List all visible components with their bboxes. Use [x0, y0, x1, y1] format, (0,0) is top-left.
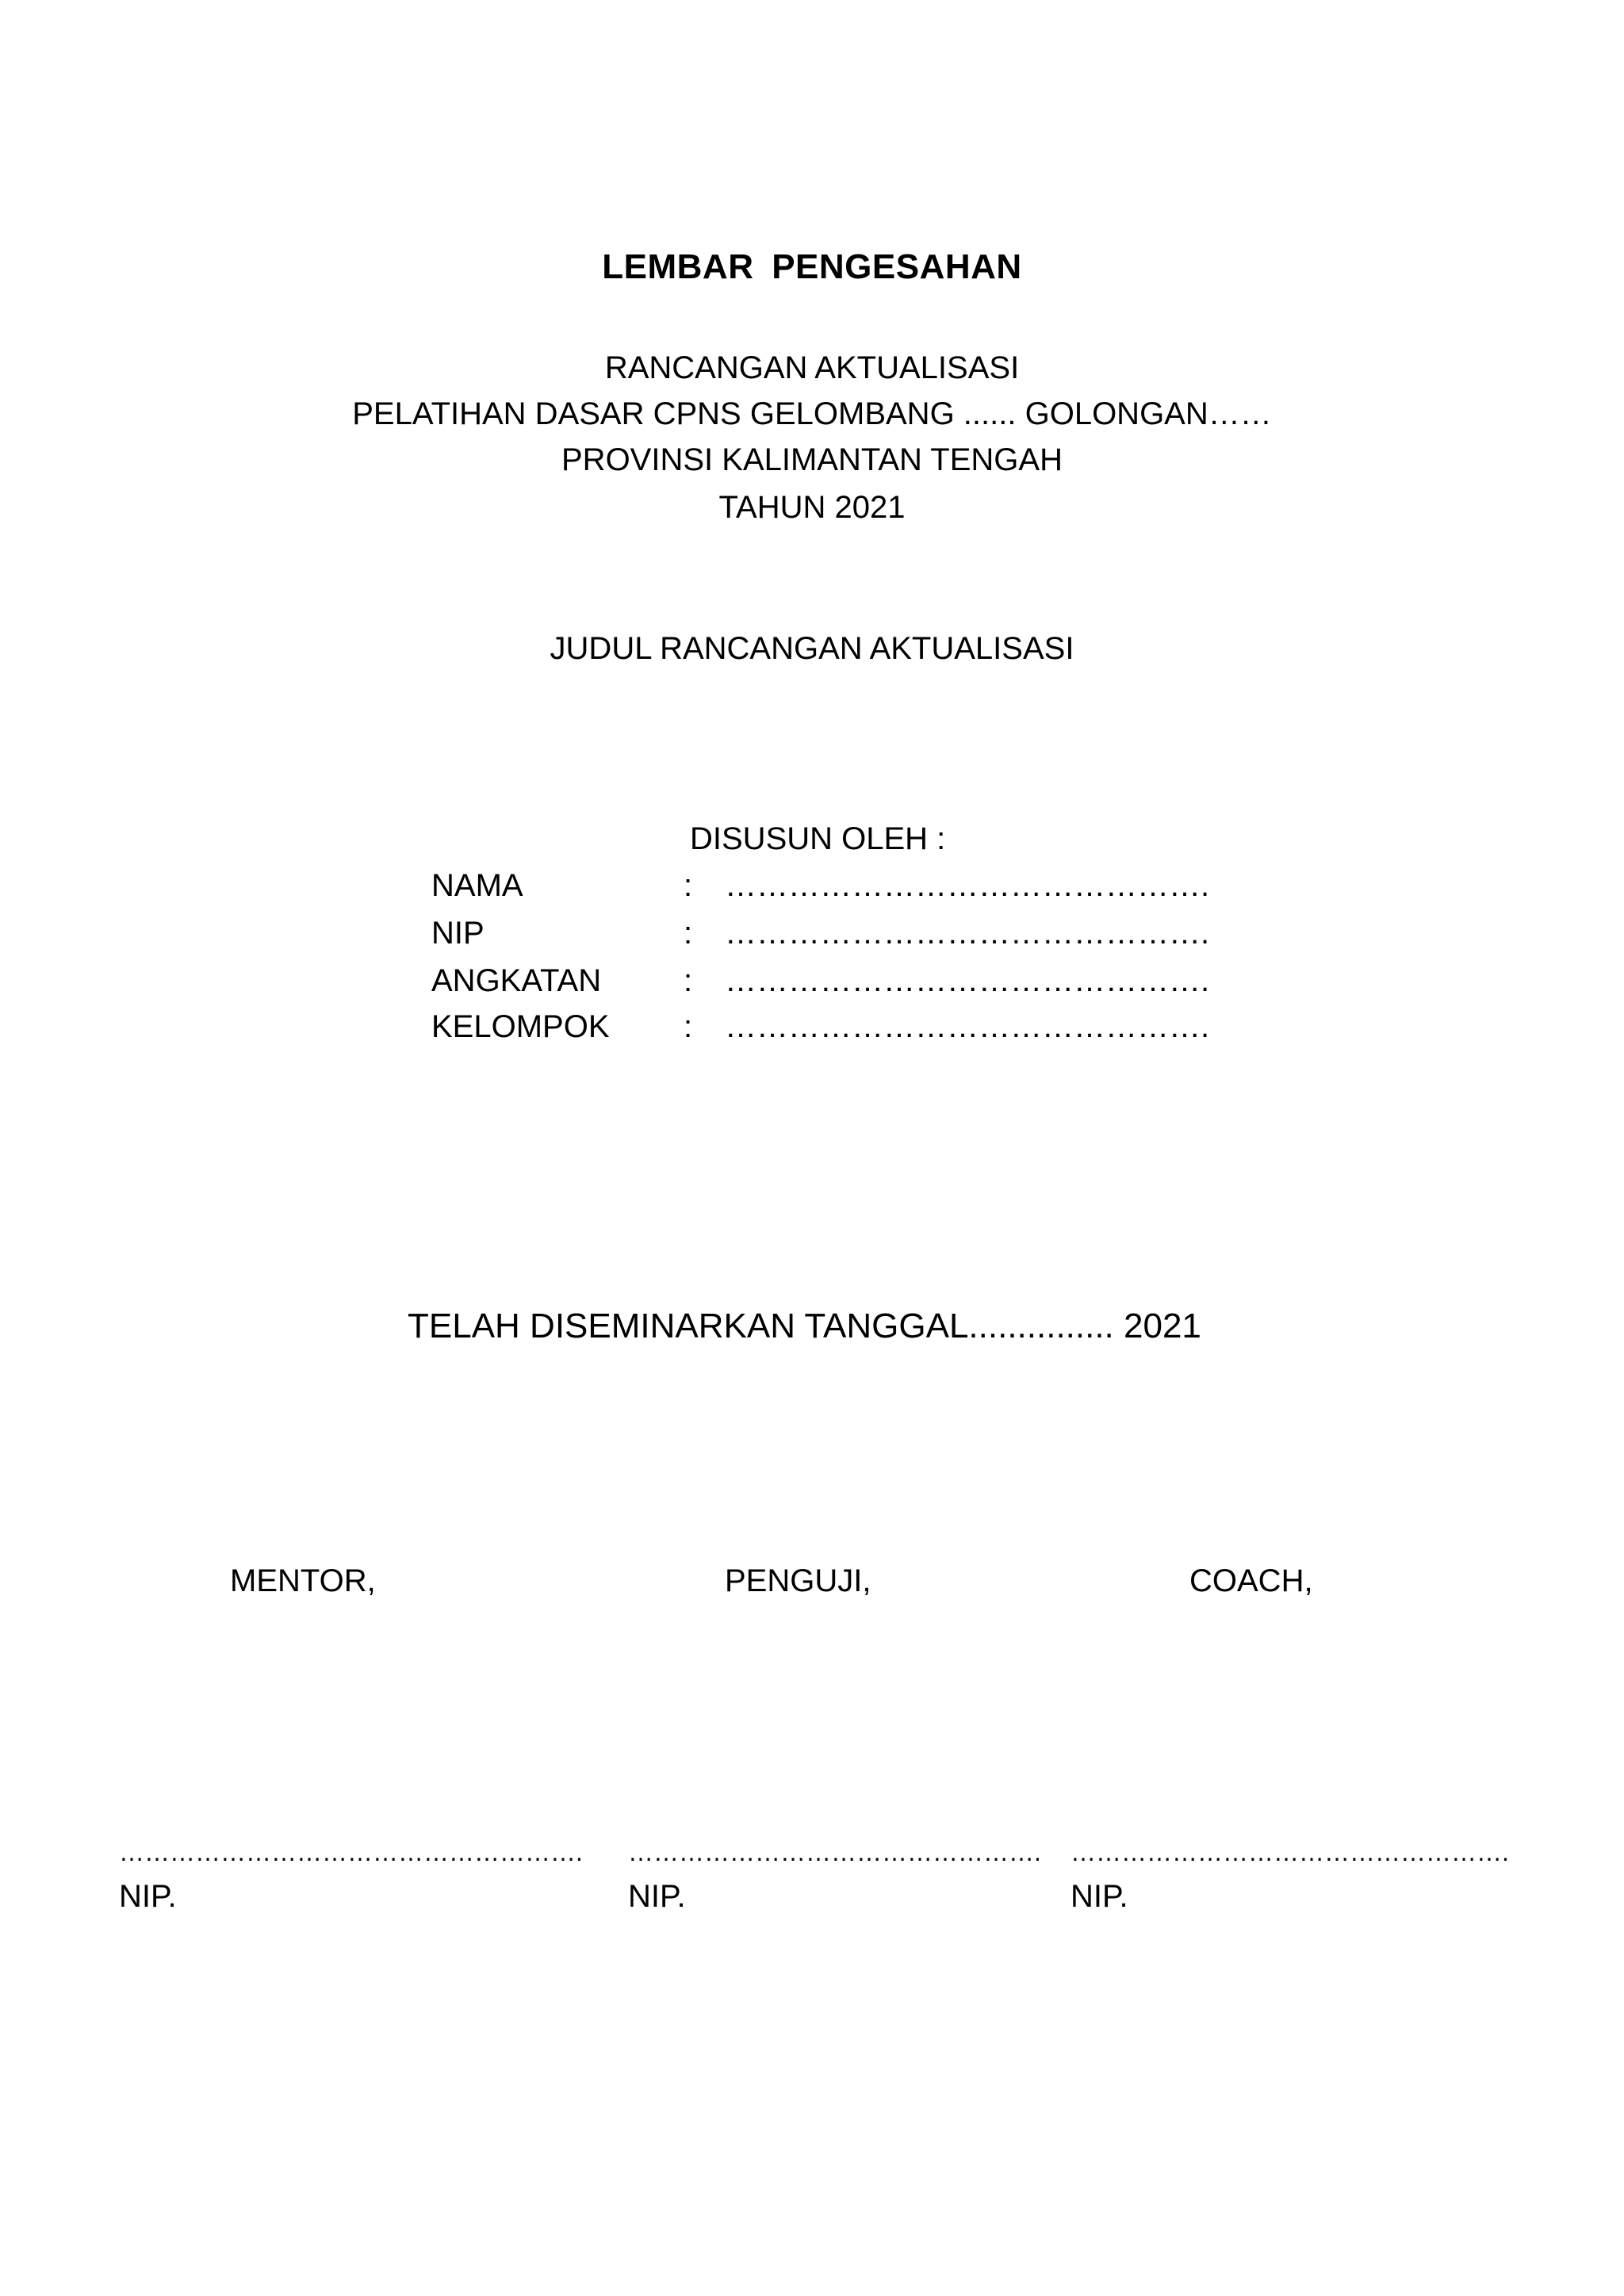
- signature-line-coach: …………………………………………….: [1071, 1838, 1509, 1866]
- field-colon: :: [684, 1009, 693, 1044]
- field-value-nama: ……………………………………….: [725, 868, 1210, 903]
- subtitle-line-3: PROVINSI KALIMANTAN TENGAH: [561, 442, 1063, 477]
- subtitle-line-2: PELATIHAN DASAR CPNS GELOMBANG ...... GOLONGAN……: [352, 396, 1272, 431]
- nip-coach: NIP.: [1071, 1879, 1128, 1914]
- page-title: LEMBAR PENGESAHAN: [602, 247, 1022, 286]
- field-label-kelompok: KELOMPOK: [431, 1009, 610, 1044]
- field-label-nip: NIP: [431, 916, 485, 951]
- role-coach: COACH,: [1189, 1563, 1313, 1598]
- field-colon: :: [684, 916, 693, 951]
- role-penguji: PENGUJI,: [725, 1563, 871, 1598]
- nip-penguji: NIP.: [628, 1879, 686, 1914]
- subtitle-line-1: RANCANGAN AKTUALISASI: [604, 350, 1020, 385]
- seminar-date-line: TELAH DISEMINARKAN TANGGAL............... 2021: [408, 1307, 1201, 1345]
- field-value-nip: ……………………………………….: [725, 916, 1210, 951]
- field-value-kelompok: ……………………………………….: [725, 1009, 1210, 1044]
- role-mentor: MENTOR,: [230, 1563, 376, 1598]
- field-colon: :: [684, 868, 693, 903]
- field-value-angkatan: ……………………………………….: [725, 963, 1210, 998]
- signature-line-penguji: ………………………………………….: [628, 1838, 1041, 1866]
- nip-mentor: NIP.: [119, 1879, 177, 1914]
- judul-text: JUDUL RANCANGAN AKTUALISASI: [550, 631, 1074, 666]
- field-colon: :: [684, 963, 693, 998]
- field-label-nama: NAMA: [431, 868, 523, 903]
- disusun-oleh-label: DISUSUN OLEH :: [690, 821, 946, 856]
- field-label-angkatan: ANGKATAN: [431, 963, 602, 998]
- subtitle-line-4: TAHUN 2021: [718, 490, 906, 525]
- signature-line-mentor: ……………………………………………….: [119, 1838, 583, 1866]
